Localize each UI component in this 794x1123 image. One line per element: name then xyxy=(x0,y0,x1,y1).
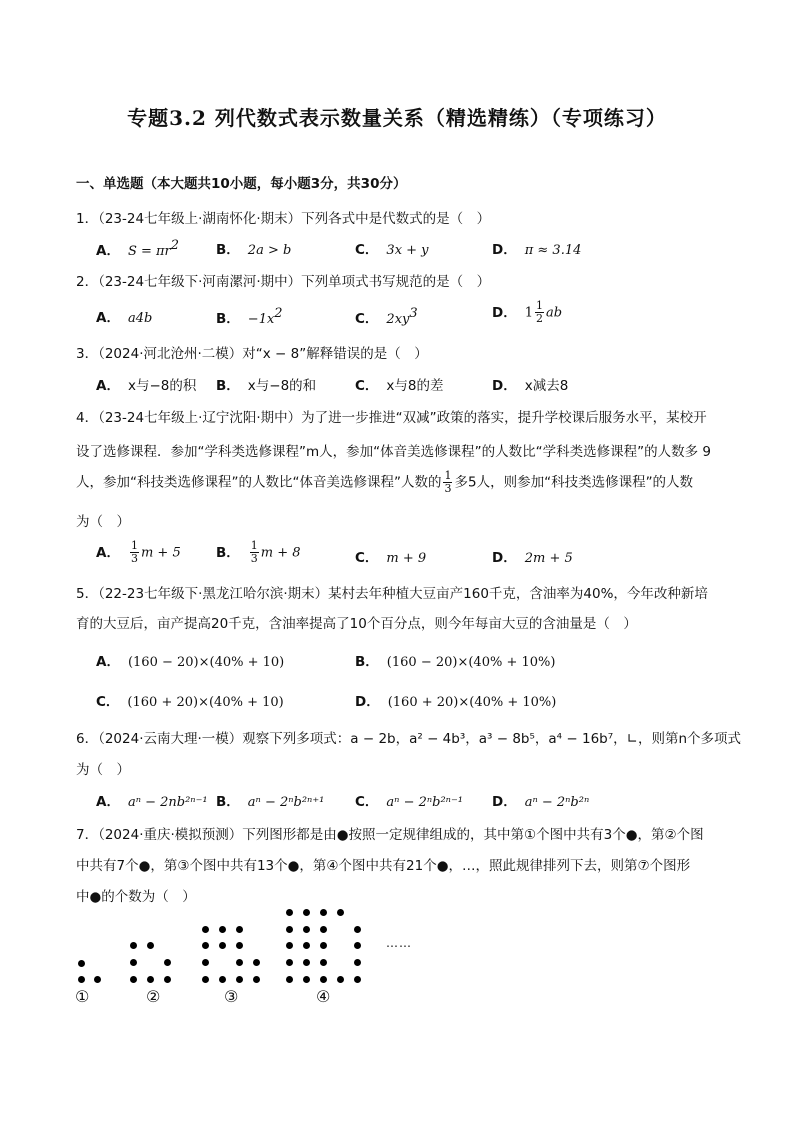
dot xyxy=(164,959,171,966)
figure-label-1: ① xyxy=(75,987,90,1006)
dot xyxy=(130,959,137,966)
dot xyxy=(253,976,260,983)
q2-option-d[interactable]: D． 1 $\frac{1}{2}$ ab xyxy=(492,299,563,325)
dot xyxy=(303,909,310,916)
figure-label-3: ③ xyxy=(224,987,239,1006)
dot xyxy=(354,942,361,949)
dot xyxy=(236,976,243,983)
q6-option-c[interactable]: C． aⁿ − 2ⁿb²ⁿ⁻¹ xyxy=(355,794,464,810)
dot xyxy=(320,909,327,916)
question-2-stem: 2．（23-24七年级下·河南漯河·期中）下列单项式书写规范的是（ ） xyxy=(76,274,491,290)
ellipsis: …… xyxy=(386,936,412,950)
q2-option-b[interactable]: B． $-1x^2$ xyxy=(216,306,283,327)
dot xyxy=(354,926,361,933)
dot xyxy=(286,926,293,933)
dot xyxy=(303,959,310,966)
dot xyxy=(286,959,293,966)
question-7-line-1: 7．（2024·重庆·模拟预测）下列图形都是由●按照一定规律组成的，其中第①个图中共有3个●，第②个图 xyxy=(76,827,704,843)
dot xyxy=(202,942,209,949)
dot xyxy=(219,926,226,933)
dot xyxy=(164,976,171,983)
dot xyxy=(286,976,293,983)
q4-option-c[interactable]: C． m + 9 xyxy=(355,550,427,566)
dot xyxy=(236,959,243,966)
dot xyxy=(202,926,209,933)
dot xyxy=(337,976,344,983)
question-5-line-1: 5．（22-23七年级下·黑龙江哈尔滨·期末）某村去年种植大豆亩产160千克，含油率为40%，今年改种新培 xyxy=(76,586,708,602)
dot xyxy=(320,959,327,966)
page-title: 专题3.2 列代数式表示数量关系（精选精练）（专项练习） xyxy=(127,106,667,130)
dot xyxy=(303,942,310,949)
q6-option-a[interactable]: A． aⁿ − 2nb²ⁿ⁻¹ xyxy=(96,794,208,810)
figure-label-4: ④ xyxy=(316,987,331,1006)
q3-option-a[interactable]: A． x与−8的积 xyxy=(96,378,197,394)
question-4-line-2: 设了选修课程．参加“学科类选修课程”m人，参加“体音美选修课程”的人数比“学科类选修课程”的人数多 9 xyxy=(76,444,711,460)
q4-option-b[interactable]: B． $\frac{1}{3}$ m + 8 xyxy=(216,539,301,565)
q6-option-b[interactable]: B． aⁿ − 2ⁿb²ⁿ⁺¹ xyxy=(216,794,325,810)
q1-option-d[interactable]: D． π ≈ 3.14 xyxy=(492,242,582,258)
q4-option-a[interactable]: A． $\frac{1}{3}$ m + 5 xyxy=(96,539,181,565)
question-4-line-3: 人，参加“科技类选修课程”的人数比“体音美选修课程”人数的 $\frac{1}{3}$ 多5人，则参加“科技类选修课程”的人数 xyxy=(76,469,694,495)
q4-option-d[interactable]: D． 2m + 5 xyxy=(492,550,573,566)
q1-option-b[interactable]: B． 2a > b xyxy=(216,242,292,258)
dot xyxy=(78,976,85,983)
dot xyxy=(236,942,243,949)
dot xyxy=(253,959,260,966)
dot xyxy=(354,976,361,983)
question-7-line-3: 中●的个数为（ ） xyxy=(76,889,196,905)
figure-label-2: ② xyxy=(146,987,161,1006)
dot xyxy=(236,926,243,933)
dot xyxy=(337,909,344,916)
dot xyxy=(286,909,293,916)
dot xyxy=(147,942,154,949)
dot xyxy=(320,942,327,949)
q5-option-b[interactable]: B． (160 − 20)×(40% + 10%) xyxy=(355,654,556,670)
dot xyxy=(147,976,154,983)
dot xyxy=(130,942,137,949)
q5-option-a[interactable]: A． (160 − 20)×(40% + 10) xyxy=(96,654,285,670)
q2-option-c[interactable]: C． $2xy^3$ xyxy=(355,306,418,327)
q3-option-b[interactable]: B． x与−8的和 xyxy=(216,378,317,394)
question-6-line-2: 为（ ） xyxy=(76,762,130,778)
question-6-line-1: 6．（2024·云南大理·一模）观察下列多项式：a − 2b，a² − 4b³，a³ − 8b⁵，a⁴ − 16b⁷，∟，则第n个多项式 xyxy=(76,731,742,747)
dot xyxy=(303,926,310,933)
section-heading: 一、单选题（本大题共10小题，每小题3分，共30分） xyxy=(76,176,407,192)
question-7-line-2: 中共有7个●，第③个图中共有13个●，第④个图中共有21个●，…，照此规律排列下去，则第⑦个图形 xyxy=(76,858,691,874)
dot xyxy=(130,976,137,983)
q6-option-d[interactable]: D． aⁿ − 2ⁿb²ⁿ xyxy=(492,794,590,810)
dot xyxy=(354,959,361,966)
dot xyxy=(219,976,226,983)
dot xyxy=(94,976,101,983)
dot xyxy=(78,960,85,967)
question-5-line-2: 育的大豆后，亩产提高20千克，含油率提高了10个百分点，则今年每亩大豆的含油量是（ ） xyxy=(76,616,637,632)
q1-option-a[interactable]: A． $S = \pi r^2$ xyxy=(96,238,180,259)
question-3-stem: 3．（2024·河北沧州·二模）对“x − 8”解释错误的是（ ） xyxy=(76,346,428,362)
dot xyxy=(320,976,327,983)
dot xyxy=(303,976,310,983)
q5-option-c[interactable]: C． (160 + 20)×(40% + 10) xyxy=(96,694,284,710)
dot xyxy=(202,959,209,966)
question-1-stem: 1．（23-24七年级上·湖南怀化·期末）下列各式中是代数式的是（ ） xyxy=(76,211,491,227)
question-4-line-1: 4．（23-24七年级上·辽宁沈阳·期中）为了进一步推进“双减”政策的落实，提升学校课后服务水平，某校开 xyxy=(76,410,707,426)
q3-option-c[interactable]: C． x与8的差 xyxy=(355,378,444,394)
q5-option-d[interactable]: D． (160 + 20)×(40% + 10%) xyxy=(355,694,557,710)
dot xyxy=(202,976,209,983)
q2-option-a[interactable]: A． a4b xyxy=(96,310,153,326)
dot xyxy=(219,942,226,949)
question-4-line-4: 为（ ） xyxy=(76,514,130,530)
dot xyxy=(320,926,327,933)
q1-option-c[interactable]: C． 3x + y xyxy=(355,242,429,258)
dot xyxy=(286,942,293,949)
q3-option-d[interactable]: D． x减去8 xyxy=(492,378,569,394)
